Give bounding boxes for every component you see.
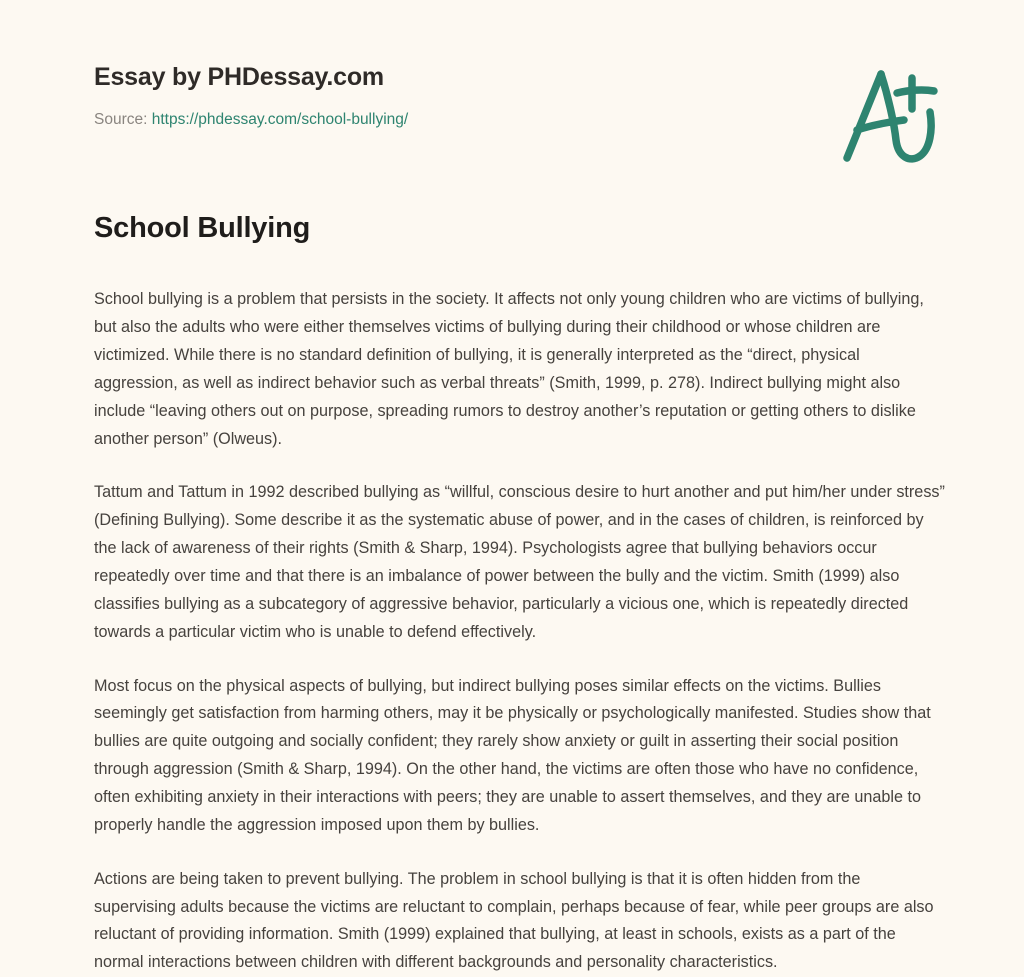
paragraph: School bullying is a problem that persists in the society. It affects not only young children who are victims of bullying, but also the adults who were either themselves victims of bullying during their childhood or whose children are victimized. While there is no standard definition of bullying, it is generally interpreted as the “direct, physical aggression, as well as indirect behavior such as verbal threats” (Smith, 1999, p. 278). Indirect bullying might also include “leaving others out on purpose, spreading rumors to destroy another’s reputation or getting others to dislike another person” (Olweus). — [94, 290, 924, 448]
source-label: Source: — [94, 111, 148, 128]
paragraph: Most focus on the physical aspects of bullying, but indirect bullying poses similar effects on the victims. Bullies seemingly get satisfaction from harming others, may it be physically or psychologically manifested. Studies show that bullies are quite outgoing and socially confident; they rarely show anxiety or guilt in asserting their social position through aggression (Smith & Sharp, 1994). On the other hand, the victims are often those who have no confidence, often exhibiting anxiety in their interactions with peers; they are unable to assert themselves, and they are unable to properly handle the aggression imposed upon them by bullies. — [94, 676, 931, 834]
paragraph: Actions are being taken to prevent bullying. The problem in school bullying is that it is often hidden from the supervising adults because the victims are reluctant to complain, perhaps because of fear, while peer groups are also reluctant of providing information. Smith (1999) explained that bullying, at least in schools, exists as a part of the normal interactions between children with different backgrounds and personality characteristics. — [94, 869, 934, 972]
brand-title: Essay by PHDessay.com — [94, 63, 384, 91]
paragraph: Tattum and Tattum in 1992 described bullying as “willful, conscious desire to hurt another and put him/her under stress” (Defining Bullying). Some describe it as the systematic abuse of power, and in the cases of children, is reinforced by the lack of awareness of their rights (Smith & Sharp, 1994). Psychologists agree that bullying behaviors occur repeatedly over time and that there is an imbalance of power between the bully and the victim. Smith (1999) also classifies bullying as a subcategory of aggressive behavior, particularly a vicious one, which is repeatedly directed towards a particular victim who is unable to defend effectively. — [94, 483, 945, 641]
article-body — [94, 286, 946, 977]
aplus-logo — [834, 62, 946, 172]
source-line — [94, 110, 944, 130]
source-url-link[interactable]: https://phdessay.com/school-bullying/ — [151, 111, 409, 128]
article — [94, 210, 946, 977]
aplus-logo-icon — [834, 62, 946, 172]
page-title: School Bullying — [94, 212, 311, 244]
